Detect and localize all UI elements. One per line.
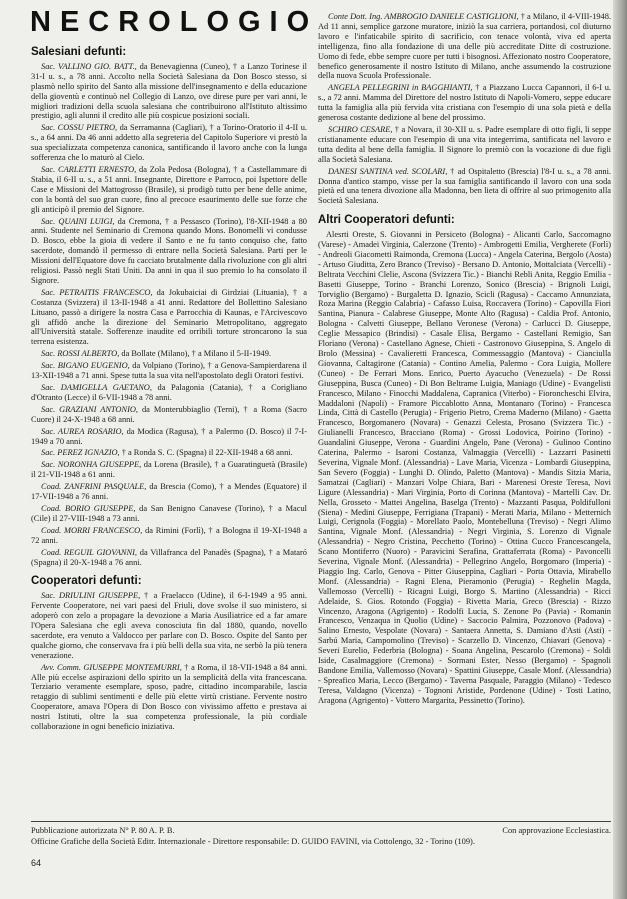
obituary-entry — [31, 383, 307, 403]
obituary-entry — [31, 349, 307, 359]
footer-approval: Con approvazione Ecclesiastica. — [502, 826, 611, 835]
obituary-entry — [31, 448, 307, 458]
obituary-name: Sac. DAMIGELLA GAETANO, — [41, 383, 152, 392]
obituary-text: da Bollate (Milano), † a Milano il 5-II-1949. — [119, 349, 271, 359]
obituary-entry — [318, 167, 611, 207]
obituary-text: † a Novara, il 30-XII u. s. Padre esemplare di otto figli, li seppe cristianamente educare con l'esempio di una vita integerrima, santificata nel lavoro e tutta dedita al bene della famiglia. Il Signore lo premiò con la vocazione di due figli alla Società Salesiana. — [318, 124, 611, 164]
obituary-name: Sac. CARLETTI ERNESTO, — [41, 164, 137, 174]
obituary-text: da San Benigno Canavese (Torino), † a Macul (Cile) il 27-VIII-1948 a 73 anni. — [31, 503, 307, 523]
obituary-text: † a Ronda S. C. (Spagna) il 22-XII-1948 a 68 anni. — [119, 448, 293, 458]
obituary-name: Sac. COSSU PIETRO, — [41, 123, 118, 133]
obituary-text: † a Roma, il 18-VII-1948 a 84 anni. Alle più eccelse aspirazioni dello spirito un la semplicità della vita francescana. Terziario veramente esemplare, sposo, padre, cittadino incomparabile, lascia retaggio di sublimi sentimenti e delle più elette virtù cristiane. Fervente nostro Cooperatore, amava l'Opera di Don Bosco con vivissimo affetto e prestava ai nostri Istituti, oltre la sua competenza professionale, la più cordiale collaborazione in ogni beneficio iniziativa. — [31, 662, 307, 732]
obituary-text: da Zola Pedosa (Bologna), † a Castellammare di Stabia, il 6-II u. s., a 51 anni. Insegnante, Direttore e Parroco, poi Ispettore delle Case e Missioni del Mattogrosso (Brasile), si prodigò tutto per bene delle anime, con la bontà del suo gran cuore, fino al precoce esaurimento delle sue forze che gli anticipò il premio del Signore. — [31, 164, 307, 214]
obituary-text: da Cremona, † a Pessasco (Torino), l'8-XII-1948 a 80 anni. Studente nel Seminario di Cremona quando Mons. Bonomelli vi condusse D. Bosco, ebbe la gioia di vedere il Santo e ne fu tanto conquiso che, fatto sacerdote, domandò il permesso di entrare nella Società Salesiana. Parti per le Missioni dell'Equatore dove fu cacciato brutalmente dalla rivoluzione con gli altri religiosi. Passò negli Stati Uniti. Da anni in qua il suo premio lo ha consolato il Signore. — [31, 216, 307, 285]
obituary-text: † a Piazzano Lucca Capannori, il 6-I u. s., a 72 anni. Mamma del Direttore del nostro Istituto di Napoli-Vomero, seppe educare tutta la famiglia alla più fervida vita cristiana con l'esempio di una sola pietà e della generosa costante dedizione al bene del prossimo. — [318, 83, 611, 123]
obituary-text: da Villafranca del Panadès (Spagna), † a Mataró (Spagna) il 20-X-1948 a 76 anni. — [31, 547, 307, 567]
obituary-entry — [31, 482, 307, 502]
obituary-entry — [31, 361, 307, 381]
obituary-entry — [31, 405, 307, 425]
right-column — [318, 12, 611, 706]
obituary-text: † ad Ospitaletto (Brescia) l'8-I u. s., a 78 anni. Donna d'antico stampo, visse per la sua famiglia santificando il lavoro con una soda pietà ed una tenera divozione alla Madonna, ben lieta di offrire al suo primogenito alla Società Salesiana. — [318, 166, 611, 206]
book-spine-shadow — [613, 0, 627, 899]
obituary-text: da Benevagienna (Cuneo), † a Lanzo Torinese il 31-I u. s., a 78 anni. Accolto nella Società Salesiana da Don Bosco stesso, si plasmò nello spirito del Santo alla missione dell'insegnamento e della educazione della gioventù e continuò nel Collegio di Lanzo, ove direse pure per vari anni, le migliori tradizioni della scuola salesiana che contribuirono all'Istituto altissimo prestigio, agli alunni il credito alle più cospicue posizioni sociali. — [31, 61, 307, 121]
obituary-name: Coad. ZANFRINI PASQUALE, — [41, 482, 147, 492]
salesiani-list — [31, 62, 307, 568]
obituary-text: da Lorena (Brasile), † a Guaratinguetà (Brasile) il 21-VII-1948 a 61 anni. — [31, 460, 308, 480]
obituary-entry — [31, 504, 307, 524]
obituary-name: Sac. DRIULINI GIUSEPPE, — [41, 591, 141, 601]
obituary-entry — [31, 591, 307, 660]
obituary-entry — [31, 165, 307, 215]
left-column — [31, 48, 307, 734]
obituary-entry — [31, 288, 307, 347]
obituary-name: Sac. PETRAITIS FRANCESCO, — [41, 287, 153, 297]
obituary-entry — [31, 123, 307, 163]
section-heading-altri: Altri Cooperatori defunti: — [318, 214, 455, 227]
obituary-text: da Volpiano (Torino), † a Genova-Sampierdarena il 13-XII-1948 a 71 anni. Spese tutta la sua vita nell'apostolato degli Oratori festivi. — [31, 361, 308, 381]
obituary-name: Sac. PEREZ IGNAZIO, — [41, 448, 120, 458]
obituary-text: da Serramanna (Cagliari), † a Torino-Oratorio il 4-II u. s., a 64 anni. Da 46 anni addetto alla segreteria del Capitolo Superiore vi prestò la sua specializzata competenza canonica, santificando il lavoro anche con la lunga sofferenza che lo maturò al Cielo. — [31, 123, 307, 163]
obituary-name: Conte Dott. Ing. AMBROGIO DANIELE CASTIGLIONI, — [328, 12, 519, 21]
obituary-text: da Brescia (Como), † a Mendes (Equatore) il 17-VII-1948 a 76 anni. — [31, 482, 308, 502]
right-entries — [318, 12, 611, 206]
obituary-name: Coad. REGUIL GIOVANNI, — [41, 547, 137, 557]
obituary-name: Sac. VALLINO GIO. BATT., — [41, 61, 137, 71]
footer-publication: Pubblicazione autorizzata N° P. 80 A. P. B. — [31, 826, 175, 835]
obituary-name: Coad. BORIO GIUSEPPE, — [41, 503, 136, 513]
obituary-entry — [31, 217, 307, 286]
page-title: NECROLOGIO — [30, 6, 319, 38]
footer-line-2: Officine Grafiche della Società Editr. Internazionale - Direttore responsabile: D. GUIDO FAVINI, via Cottolengo, 32 - Torino (109). — [31, 837, 475, 846]
obituary-text: † a Milano, il 4-VIII-1948. Ad 11 anni, semplice garzone muratore, iniziò la sua carriera, portandosi, col diuturno lavoro e l'infaticabile spirito di sacrificio, con tenace volontà, viva ed aperta intelligenza, fino alla fondazione di una delle più accreditate Ditte di costruzione. Uomo di fede, ebbe sempre cuore per tutti i bisognosi. Affezionato nostro Cooperatore, benefico generosamente il nostro Istituto di Milano, anche assumendo la costruzione della nuova Scuola Professionale. — [318, 12, 611, 81]
obituary-name: Sac. ROSSI ALBERTO, — [41, 349, 120, 359]
obituary-name: Sac. GRAZIANI ANTONIO, — [41, 404, 138, 414]
obituary-name: Sac. AUREA ROSARIO, — [41, 426, 124, 436]
section-heading-cooperatori: Cooperatori defunti: — [31, 575, 142, 588]
page-number: 64 — [31, 858, 42, 868]
obituary-entry — [31, 427, 307, 447]
section-heading-salesiani: Salesiani defunti: — [31, 46, 127, 58]
obituary-entry — [318, 12, 611, 81]
obituary-text: da Rimini (Forlì), † a Bologna il 19-XI-1948 a 72 anni. — [31, 525, 307, 545]
footer-rule — [31, 821, 611, 822]
obituary-name: Sac. NORONHA GIUSEPPE, — [41, 460, 142, 470]
obituary-name: Sac. BIGANO EUGENIO, — [41, 361, 130, 371]
obituary-name: Avv. Comm. GIUSEPPE MONTEMURRI, — [41, 662, 182, 672]
obituary-entry — [31, 663, 307, 732]
cooperatori-list — [31, 591, 307, 732]
obituary-entry — [31, 548, 307, 568]
obituary-name: SCHIRO CESARE, — [328, 124, 393, 134]
obituary-entry — [31, 460, 307, 480]
obituary-entry — [318, 83, 611, 123]
obituary-name: Coad. MORRI FRANCESCO, — [41, 525, 143, 535]
obituary-name: Sac. QUAINI LUIGI, — [41, 216, 115, 226]
obituary-text: da Jokubaiciai di Girdziai (Lituania), † a Costanza (Svizzera) il 13-II-1948 a 41 anni. Redattore del Bollettino Salesiano Lituano, passò a dirigere la nostra Casa e Parrocchia di Kaunas, e l'Arcivescovo gli affidò anche la direzione del Seminario Metropolitano, aggregato all'Università statale. Sofferenze inaudite ed orribili torture stroncarono la sua terrena esistenza. — [31, 287, 307, 347]
footer-line-1 — [31, 826, 611, 836]
obituary-text: † a Fraelacco (Udine), il 6-I-1949 a 95 anni. Fervente Cooperatore, nei vari paesi del Friuli, dove svolse il suo ministero, si adoperò con zelo a propagare la devozione a Maria Ausiliatrice ed a far amare l'Opera Salesiana che egli aveva conosciuta fin dal 1880, quando, novello sacerdote, era venuto a Valdocco per parlare con D. Bosco. Ospite del Santo per qualche giorno, che conservava fra i più belli della sua vita, ne serbò la più tenera venerazione. — [31, 591, 308, 660]
obituary-text: da Modica (Ragusa), † a Palermo (D. Bosco) il 7-I-1949 a 70 anni. — [31, 426, 307, 446]
obituary-entry — [31, 526, 307, 546]
obituary-text: da Palagonia (Catania), † a Corigliano d'Otranto (Lecce) il 6-VII-1948 a 78 anni. — [31, 383, 307, 402]
altri-list: Alesrti Oreste, S. Giovanni in Persiceto (Bologna) - Alicanti Carlo, Saccomagno (Varese) - Amadei Virginia, Calerzone (Trento) - Ambrogetti Emilia, Vergherete (Forlì) - Andreoli Giacometti Raimonda, Cremona (Lucca) - Angela Caterina, Bergolo (Aosta) - Artuso Giuditta, Zero Branco (Treviso) - Bersano D. Antonio, Mottalciata (Vercelli) - Beltrata Vecchini Clelie, Ascona (Svizzera Tic.) - Bianchi Rebli Anita, Reggio Emilia - Basetti Giuseppe, Torino - Branchi Lorenzo, Sonico (Brescia) - Brignoli Luigi, Torviglio (Bergamo) - Burgaletta D. Ignazio, Scicli (Ragusa) - Caccamo Annunziata, Roza Marina (Reggio Calabria) - Cafasso Luisa, Roccavera (Torino) - Capovilla Fiori Santina, Pianura - Calabrese Giuseppe, Monte Alto (Ragusa) - Caldia Prof. Antonio, Bologna - Calvetti Giuseppe, Bellano Veronese (Verona) - Carlucci D. Giuseppe, Ceglie Messapico (Brindisi) - Casale Elisa, Bergamo - Castellani Remigio, San Floriano (Verona) - Castellano Agnese, Chieti - Castronovo Giuseppina, S. Angelo di Brolo (Messina) - Cavalieretti Francesca, Commessaggio (Mantova) - Cianciulla Giovanna, Caltagirone (Catania) - Contino Amelia, Palermo - Cora Luigia, Mollere (Cuneo) - De Ferrari Mons. Enrico, Puerto Ayacucho (Venezuela) - De Rossi Giuseppina, Busca (Cuneo) - Di Bon Beltrame Luigia, Maniago (Udine) - Evangelisti Francesco, Milano - Finocchi Maddalena, Capranica (Viterbo) - Fioroncheschi Elvira, Maddaloni (Napoli) - Framore Piccablotto Anna, Montanaro (Torino) - Francesca Linda, Città di Castello (Perugia) - Frigerio Pietro, Crema Maderno (Milano) - Gaetta Francesco, Borgomanero (Novara) - Genazzi Celesta, Prosano (Svizzera Tic.) - Giulianelli Francesco, Bracciano (Roma) - Grossi Lodovica, Poirino (Torino) - Guandalini Giuseppe, Verona - Guardini Angelo, Pane (Verona) - Gulinoo Contino Caterina, Palermo - Isaroni Costanza, Valmaggia (Vercelli) - Lazzarri Pasinetti Severina, Vignale Monf. (Alessandria) - Lave Maria, Vicenza - Lombardi Giuseppina, San Severo (Foggia) - Lunghi D. Olindo, Paletto (Mantova) - Mandis Sitzia Maria, Samatzai (Cagliari) - Manzari Volpe Chiara, Bari - Marenesi Oreste Teresa, Novi Ligure (Alessandria) - Mari Virginia, Porto di Corinna (Mantova) - Martelli Cav. Dr. Nella, Grosseto - Mattei Angelina, Baselga (Trento) - Mazzanti Pasqua, Poldifulloni (Siena) - Medini Giuseppe, Ferrigiana (Trapani) - Merati Maria, Milano - Metternich Luigi, Cerignola (Foggia) - Morellato Paolo, Montebelluna (Treviso) - Negri Alimo Santina, Vignale Monf. (Alessandria) - Negri Virginia, S. Lorenzo di Vignale (Alessandria) - Negro Cristina, Pecchetto (Torino) - Ottina Cucco Francescangela, Scano Montiferro (Nuoro) - Paravicini Serafina, Grattaferrata (Roma) - Pavoncelli Severina, Vignale Monf. (Alessandria) - Pellegrino Angelo, Borgomaro (Imperia) - Piaggio Ing. Carlo, Genova - Pitter Giuseppina, Cagliari - Porta Ottavia, Mirabello Monf. (Alessandria) - Ragni Elena, Pieramonio (Perugia) - Reghelin Magda, Vallemosso (Vercelli) - Ricagni Luigi, Borgo S. Martino (Alessandria) - Ricci Adelaide, S. Gios. Rotondo (Foggia) - Rivetta Maria, Greco (Brescia) - Rizzo Vincenzo, Aragona (Agrigento) - Rodolfi Lucia, S. Zenone Po (Pavia) - Romanin Francesco, Venzaqua in Quolio (Udine) - Saccocio Palmira, Pozzonovo (Padova) - Salino Ernesto, Vespolate (Novara) - Santaera Annetta, S. Damiano d'Asti (Asti) - Sarbú Maria, Campomolino (Treviso) - Scarzello D. Vincenzo, Chiavari (Genova) - Severi Eurelio, Federbria (Bologna) - Soana Angelina, Pescarolo (Cremona) - Soldi Iside, Casalmaggiore (Cremona) - Sormani Ester, Nesso (Bergamo) - Spagnoli Bandone Emilia, Vallemosso (Novara) - Spattini Giuseppe, Casale Monf. (Alessandria) - Spreafico Maria, Lecco (Bergamo) - Taverna Pasquale, Paraggio (Milano) - Tedesco Teresa, Valdagno (Vicenza) - Tognoni Aristide, Pordenone (Udine) - Tosti Latino, Aragona (Agrigento) - Vottero Margarita, Pessinetto (Torino). — [318, 230, 611, 705]
obituary-text: da Monterubbiaglio (Terni), † a Roma (Sacro Cuore) il 24-X-1948 a 68 anni. — [31, 404, 307, 424]
obituary-entry — [318, 125, 611, 165]
obituary-name: ANGELA PELLEGRINI in BAGGHIANTI, — [328, 83, 473, 93]
obituary-entry — [31, 62, 307, 121]
obituary-name: DANESI SANTINA ved. SCOLARI, — [328, 166, 448, 176]
